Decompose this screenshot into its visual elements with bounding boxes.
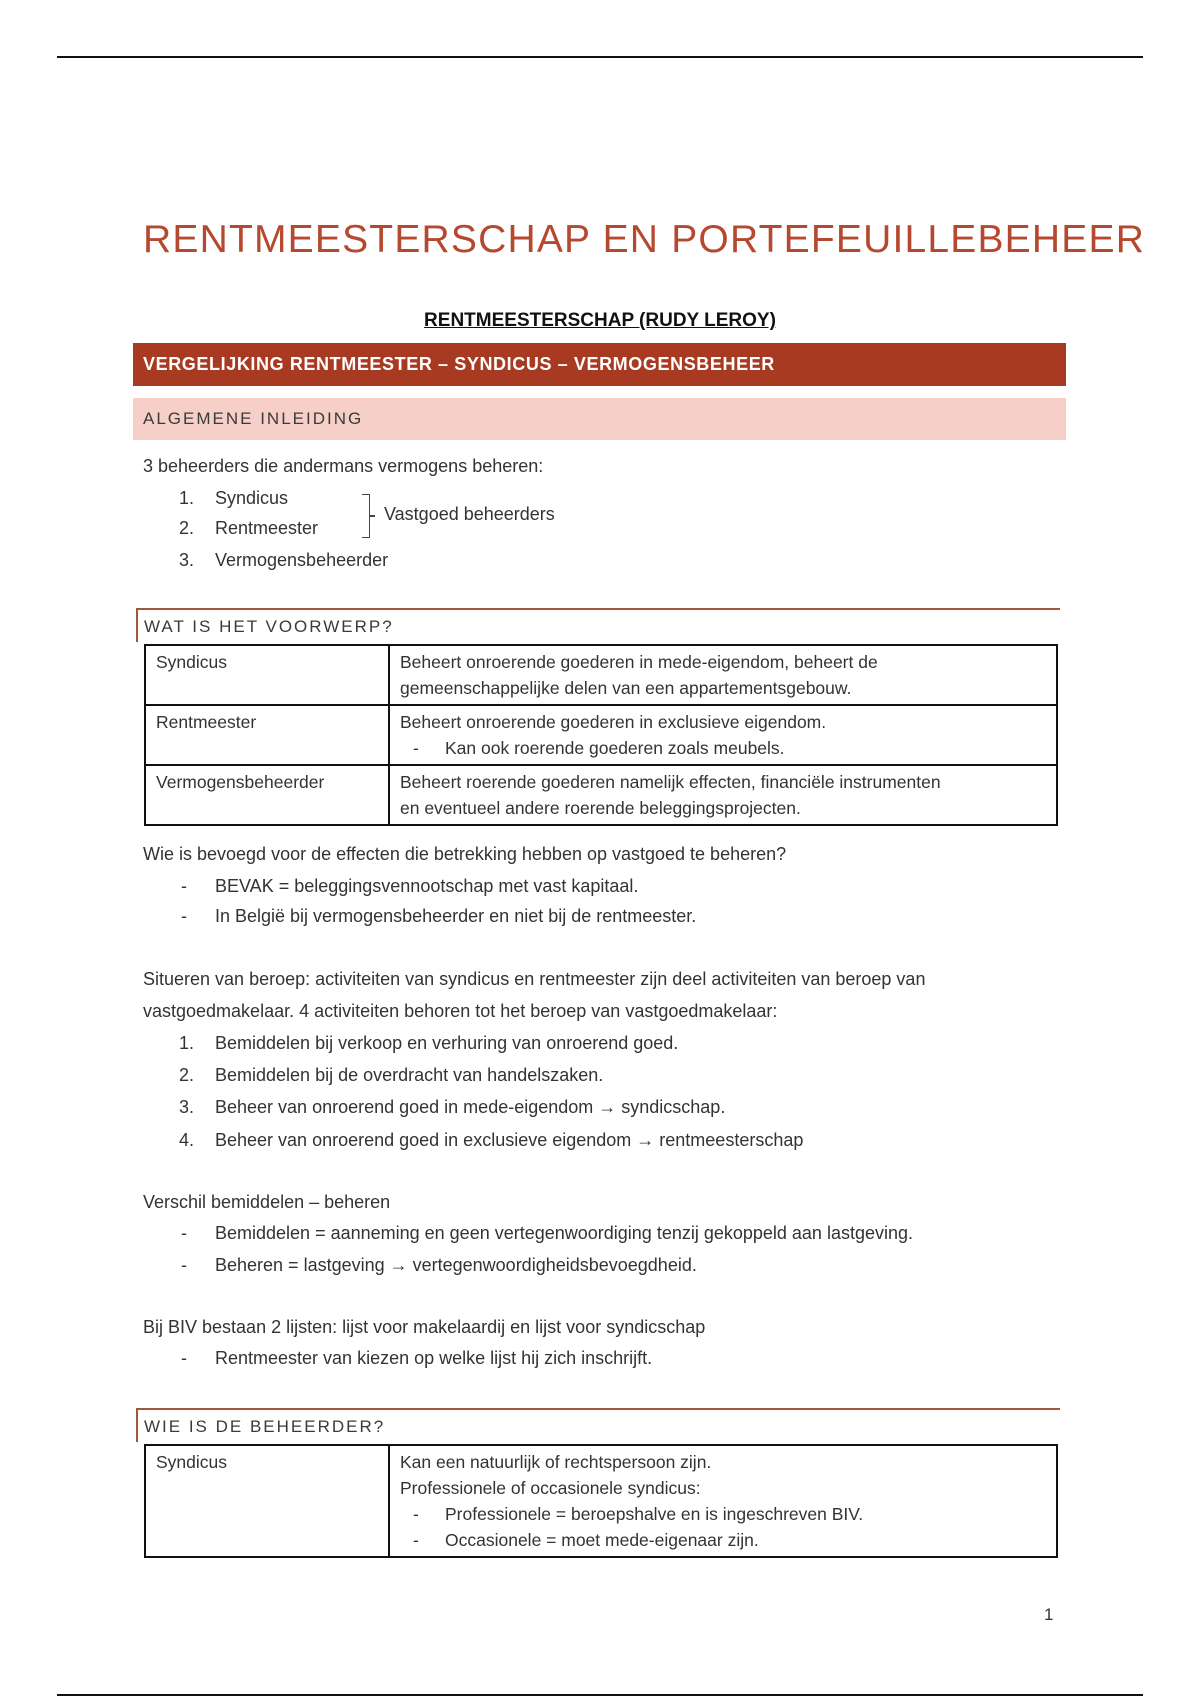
description-line: gemeenschappelijke delen van een appartementsgebouw. [400,678,852,698]
description-line: en eventueel andere roerende beleggingsprojecten. [400,798,801,818]
section-head-object [136,608,1060,642]
description-line: Beheert onroerende goederen in exclusieve eigendom. [400,712,827,732]
brace-label: Vastgoed beheerders [384,504,555,524]
activity-num: 1. [179,1033,195,1053]
footer-rule [57,1694,1143,1696]
activity-num: 2. [179,1065,195,1085]
grouping-brace-tick [370,515,375,517]
description-line: Professionele of occasionele syndicus: [400,1478,701,1498]
dash-bullet-icon: - [181,876,187,896]
dash-bullet-icon: - [181,1348,187,1368]
difference-bullet: Beheren = lastgeving → vertegenwoordigheidsbevoegdheid. [215,1255,697,1275]
intro-line: 3 beheerders die andermans vermogens beheren: [143,456,544,476]
intro-item-vermogensbeheerder: Vermogensbeheerder [215,550,389,570]
section-head-manager [136,1408,1060,1442]
document-title: RENTMEESTERSCHAP EN PORTEFEUILLEBEHEER [143,218,1146,261]
object-table [144,644,1058,826]
activity-item: Bemiddelen bij de overdracht van handelszaken. [215,1065,604,1085]
question-line: Wie is bevoegd voor de effecten die betrekking hebben op vastgoed te beheren? [143,844,787,864]
difference-bullet: Bemiddelen = aanneming en geen vertegenwoordiging tenzij gekoppeld aan lastgeving. [215,1223,914,1243]
description-subitem: - Occasionele = moet mede-eigenaar zijn. [400,1527,1046,1553]
intro-item-num: 1. [179,488,195,508]
description-line: Beheert onroerende goederen in mede-eigendom, beheert de [400,652,878,672]
grouping-brace [362,494,370,538]
question-bullet: In België bij vermogensbeheerder en niet bij de rentmeester. [215,906,697,926]
situate-line: Situeren van beroep: activiteiten van syndicus en rentmeester zijn deel activiteiten van beroep van [143,969,926,989]
role-cell: Syndicus [145,1445,389,1557]
situate-line: vastgoedmakelaar. 4 activiteiten behoren tot het beroep van vastgoedmakelaar: [143,1001,778,1021]
description-cell [389,645,1057,705]
question-bullet: BEVAK = beleggingsvennootschap met vast kapitaal. [215,876,639,896]
role-cell: Syndicus [145,645,389,705]
intro-item-rentmeester: Rentmeester [215,518,319,538]
heading-comparison: VERGELIJKING RENTMEESTER – SYNDICUS – VERMOGENSBEHEER [133,343,1066,386]
page-number: 1 [1044,1605,1054,1624]
description-cell [389,765,1057,825]
manager-table [144,1444,1058,1558]
difference-line: Verschil bemiddelen – beheren [143,1192,391,1212]
table-row [145,1445,1057,1557]
description-subitem: - Professionele = beroepshalve en is ingeschreven BIV. [400,1501,1046,1527]
activity-item: Bemiddelen bij verkoop en verhuring van onroerend goed. [215,1033,679,1053]
intro-item-num: 2. [179,518,195,538]
table-row [145,645,1057,705]
biv-bullet: Rentmeester van kiezen op welke lijst hij zich inschrijft. [215,1348,653,1368]
activity-num: 3. [179,1097,195,1117]
biv-line: Bij BIV bestaan 2 lijsten: lijst voor makelaardij en lijst voor syndicschap [143,1317,706,1337]
activity-item: Beheer van onroerend goed in exclusieve eigendom → rentmeesterschap [215,1130,804,1150]
role-cell: Vermogensbeheerder [145,765,389,825]
table-row [145,765,1057,825]
section-title-manager: WIE IS DE BEHEERDER? [144,1417,386,1436]
description-line: Kan een natuurlijk of rechtspersoon zijn. [400,1452,712,1472]
intro-item-syndicus: Syndicus [215,488,289,508]
heading-general-intro: ALGEMENE INLEIDING [133,398,1066,440]
description-line: Beheert roerende goederen namelijk effecten, financiële instrumenten [400,772,941,792]
description-cell [389,1445,1057,1557]
intro-item-num: 3. [179,550,195,570]
dash-bullet-icon: - [181,1223,187,1243]
role-cell: Rentmeester [145,705,389,765]
description-cell [389,705,1057,765]
activity-num: 4. [179,1130,195,1150]
document-subtitle: RENTMEESTERSCHAP (RUDY LEROY) [424,310,776,331]
dash-bullet-icon: - [181,1255,187,1275]
description-subitem: - Kan ook roerende goederen zoals meubels. [400,735,1046,761]
section-title-object: WAT IS HET VOORWERP? [144,617,394,636]
dash-bullet-icon: - [181,906,187,926]
table-row [145,705,1057,765]
activity-item: Beheer van onroerend goed in mede-eigendom → syndicschap. [215,1097,726,1117]
